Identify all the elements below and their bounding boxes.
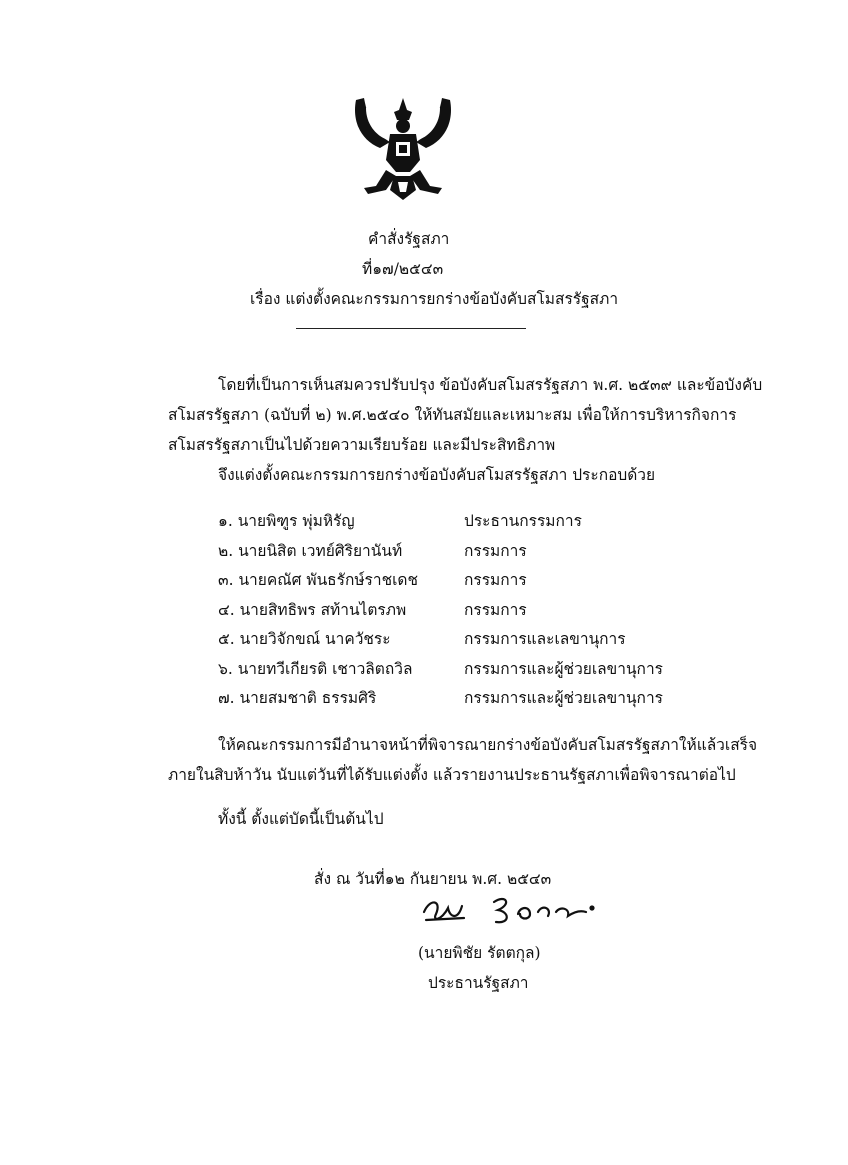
signer-title: ประธานรัฐสภา <box>428 974 529 992</box>
para1-line2: สโมสรรัฐสภา (ฉบับที่ ๒) พ.ศ.๒๕๔๐ ให้ทันสมัยและเหมาะสม เพื่อให้การบริหารกิจการ <box>168 406 737 424</box>
member-name: ๖. นายทวีเกียรติ เชาวลิตถวิล <box>218 660 413 678</box>
para3-line2: ภายในสิบห้าวัน นับแต่วันที่ได้รับแต่งตั้ง แล้วรายงานประธานรัฐสภาเพื่อพิจารณาต่อไป <box>168 766 736 784</box>
para1-line1: โดยที่เป็นการเห็นสมควรปรับปรุง ข้อบังคับสโมสรรัฐสภา พ.ศ. ๒๕๓๙ และข้อบังคับ <box>218 376 763 394</box>
para4: ทั้งนี้ ตั้งแต่บัดนี้เป็นต้นไป <box>218 810 384 828</box>
order-number: ที่๑๗/๒๕๔๓ <box>362 260 444 278</box>
para3-line1: ให้คณะกรรมการมีอำนาจหน้าที่พิจารณายกร่างข้อบังคับสโมสรรัฐสภาให้แล้วเสร็จ <box>218 736 758 754</box>
garuda-emblem-icon <box>346 90 460 204</box>
member-role: กรรมการ <box>464 571 527 589</box>
member-role: กรรมการ <box>464 542 527 560</box>
member-name: ๓. นายคณัศ พันธรักษ์ราชเดช <box>218 571 418 589</box>
order-subject: เรื่อง แต่งตั้งคณะกรรมการยกร่างข้อบังคับสโมสรรัฐสภา <box>250 290 619 308</box>
member-role: กรรมการและผู้ช่วยเลขานุการ <box>464 689 663 707</box>
para1-line3: สโมสรรัฐสภาเป็นไปด้วยความเรียบร้อย และมีประสิทธิภาพ <box>168 436 556 454</box>
member-role: กรรมการและเลขานุการ <box>464 630 626 648</box>
member-name: ๗. นายสมชาติ ธรรมศิริ <box>218 689 377 707</box>
member-name: ๔. นายสิทธิพร สท้านไตรภพ <box>218 601 407 619</box>
para2: จึงแต่งตั้งคณะกรรมการยกร่างข้อบังคับสโมสรรัฐสภา ประกอบด้วย <box>218 466 656 484</box>
member-name: ๒. นายนิสิต เวทย์ศิริยานันท์ <box>218 542 403 560</box>
member-role: ประธานกรรมการ <box>464 512 582 530</box>
signature-icon <box>420 890 600 930</box>
member-name: ๕. นายวิจักขณ์ นาควัชระ <box>218 630 391 648</box>
member-role: กรรมการและผู้ช่วยเลขานุการ <box>464 660 663 678</box>
signer-name: (นายพิชัย รัตตกุล) <box>418 944 541 962</box>
member-name: ๑. นายพิฑูร พุ่มหิรัญ <box>218 512 355 530</box>
order-date: สั่ง ณ วันที่๑๒ กันยายน พ.ศ. ๒๕๔๓ <box>314 870 552 888</box>
member-role: กรรมการ <box>464 601 527 619</box>
order-title: คำสั่งรัฐสภา <box>368 230 450 248</box>
title-divider <box>296 328 526 329</box>
